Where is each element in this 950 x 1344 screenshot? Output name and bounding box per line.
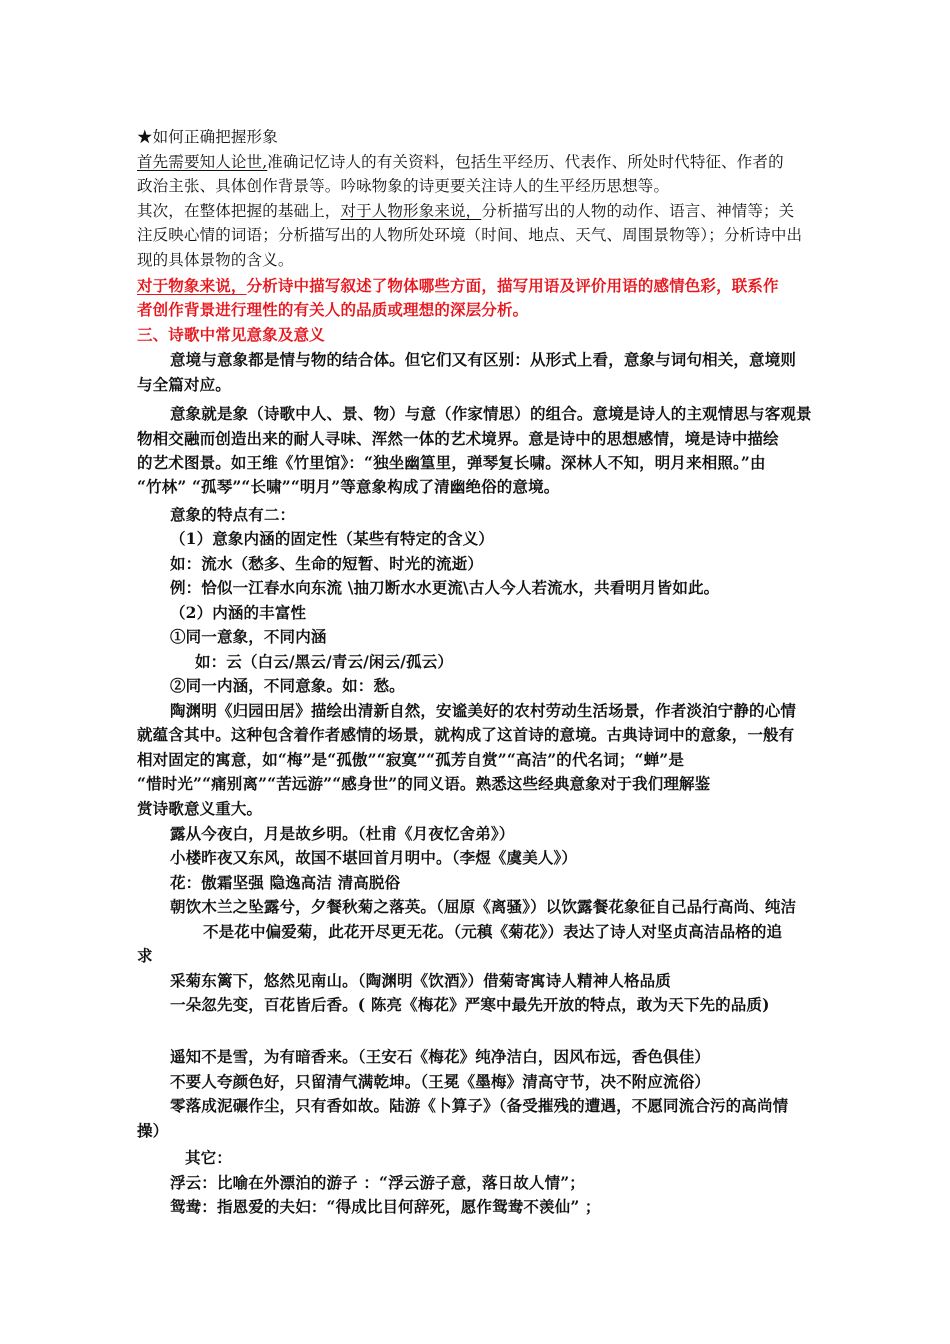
body-line: 如：云（白云/黑云/青云/闲云/孤云） (195, 652, 453, 671)
body-line: 小楼昨夜又东风，故国不堪回首月明中。（李煜《虞美人》） (170, 848, 578, 867)
body-line: 朝饮木兰之坠露兮，夕餐秋菊之落英。（屈原《离骚》）以饮露餐花象征自己品行高尚、纯洁 (170, 897, 797, 916)
body-line: （1）意象内涵的固定性（某些有特定的含义） (170, 529, 494, 548)
body-line: 浮云：比喻在外漂泊的游子 ：“浮云游子意，落日故人情”； (170, 1173, 585, 1192)
paragraph-line: 现的具体景物的含义。 (137, 251, 294, 269)
body-line: 一朵忽先变，百花皆后香。( 陈亮《梅花》严寒中最先开放的特点，敢为天下先的品质) (170, 995, 770, 1014)
body-line: “惜时光”“痛别离”“苦远游”“感身世”的同义语。熟悉这些经典意象对于我们理解鉴 (137, 774, 711, 793)
body-line: ②同一内涵，不同意象。如：愁。 (170, 676, 405, 695)
body-line: 与全篇对应。 (137, 375, 231, 394)
highlight-line: 者创作背景进行理性的有关人的品质或理想的深层分析。 (137, 300, 529, 319)
body-line: （2）内涵的丰富性 (170, 603, 307, 622)
body-line: 就蕴含其中。这种包含着作者感情的场景，就构成了这首诗的意境。古典诗词中的意象，一般有 (137, 725, 795, 744)
section-heading: 三、诗歌中常见意象及意义 (137, 325, 325, 344)
body-line: 露从今夜白，月是故乡明。（杜甫《月夜忆舍弟》） (170, 824, 515, 843)
body-line: 意象的特点有二： (170, 505, 296, 524)
body-line: 例：恰似一江春水向东流 \抽刀断水水更流\古人今人若流水，共看明月皆如此。 (170, 578, 720, 597)
body-line: 如：流水（愁多、生命的短暂、时光的流逝） (170, 554, 484, 573)
body-line: 物相交融而创造出来的耐人寻味、浑然一体的艺术境界。意是诗中的思想感情，境是诗中描绘 (137, 429, 779, 448)
body-line: 相对固定的寓意，如“梅”是“孤傲”“寂寞”“孤芳自赏”“高洁”的代名词；“蝉”是 (137, 750, 684, 769)
body-line: 意象就是象（诗歌中人、景、物）与意（作家情思）的组合。意境是诗人的主观情思与客观景 (170, 404, 812, 423)
body-line: 其它： (185, 1148, 232, 1167)
paragraph-line: 政治主张、具体创作背景等。吟咏物象的诗更要关注诗人的生平经历思想等。 (137, 177, 670, 195)
body-line: “竹林” “孤琴”“长啸”“明月”等意象构成了清幽绝俗的意境。 (137, 477, 560, 496)
body-line: 花：傲霜坚强 隐逸高洁 清高脱俗 (170, 873, 401, 892)
body-line: 采菊东篱下，悠然见南山。（陶渊明《饮酒》）借菊寄寓诗人精神人格品质 (170, 971, 671, 990)
heading-grasp-image: ★如何正确把握形象 (137, 128, 278, 146)
body-line: 意境与意象都是情与物的结合体。但它们又有区别：从形式上看，意象与词句相关，意境则 (170, 350, 797, 369)
body-line: 陶渊明《归园田居》描绘出清新自然，安谧美好的农村劳动生活场景，作者淡泊宁静的心情 (170, 701, 797, 720)
paragraph-line: 其次，在整体把握的基础上，对于人物形象来说，分析描写出的人物的动作、语言、神情等；关 (137, 202, 795, 220)
paragraph-line: 注反映心情的词语；分析描写出的人物所处环境（时间、地点、天气、周围景物等）；分析诗中出 (137, 226, 803, 244)
body-line: 不是花中偏爱菊，此花开尽更无花。（元稹《菊花》）表达了诗人对坚贞高洁品格的追 (203, 922, 783, 941)
paragraph-line: 首先需要知人论世,准确记忆诗人的有关资料，包括生平经历、代表作、所处时代特征、作者的 (137, 153, 784, 171)
body-line: 的艺术图景。如王维《竹里馆》：“独坐幽篁里，弹琴复长啸。深林人不知，明月来相照。”由 (137, 453, 766, 472)
body-line: 零落成泥碾作尘，只有香如故。陆游《卜算子》（备受摧残的遭遇，不愿同流合污的高尚情 (170, 1096, 789, 1115)
body-line: 操） (137, 1121, 169, 1140)
body-line: 赏诗歌意义重大。 (137, 799, 263, 818)
body-line: 求 (137, 946, 153, 965)
body-line: ①同一意象，不同内涵 (170, 627, 327, 646)
highlight-line: 对于物象来说，分析诗中描写叙述了物体哪些方面，描写用语及评价用语的感情色彩，联系作 (137, 276, 779, 295)
body-line: 鸳鸯：指恩爱的夫妇：“得成比目何辞死，愿作鸳鸯不羡仙” ； (170, 1197, 601, 1216)
body-line: 遥知不是雪，为有暗香来。（王安石《梅花》纯净洁白，因风布远，香色俱佳） (170, 1047, 711, 1066)
body-line: 不要人夸颜色好，只留清气满乾坤。（王冕《墨梅》清高守节，决不附应流俗） (170, 1072, 711, 1091)
